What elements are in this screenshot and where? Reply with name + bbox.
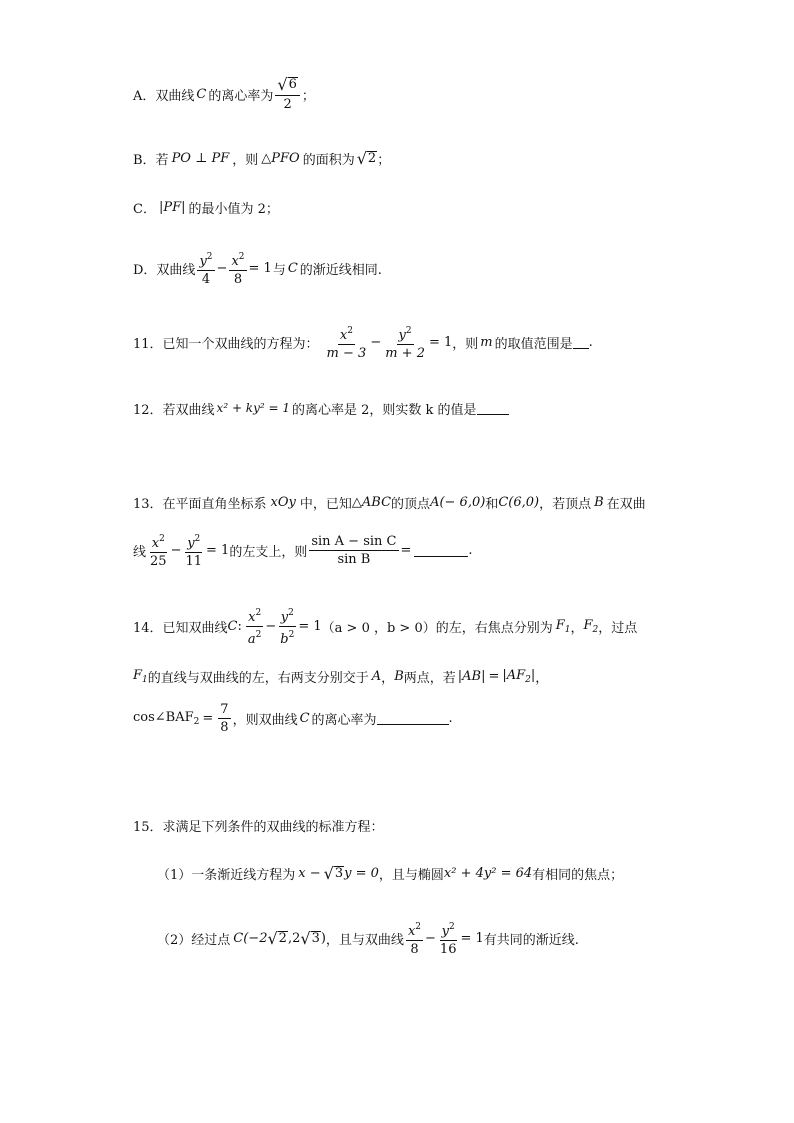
minus-sign: −	[265, 618, 277, 634]
num-x: x	[339, 327, 348, 343]
exp-2: 2	[206, 251, 213, 262]
part-2-label: （2）经过点	[157, 932, 231, 948]
fraction-y2-over-4	[197, 250, 214, 287]
option-b-comma: ，则	[232, 152, 259, 168]
part-1-end: 有相同的焦点；	[532, 867, 624, 883]
symbol-c: C	[287, 260, 298, 276]
point-c: C(6,0)	[498, 494, 540, 510]
fraction-x2-over-8: $\frac{x^2}{8}$	[407, 921, 422, 957]
den-11: 11	[185, 553, 203, 569]
sqrt-2: √ 2	[267, 928, 287, 948]
symbol-c: C	[227, 618, 238, 634]
question-12-label: 12．若双曲线	[133, 402, 215, 418]
answer-blank[interactable]	[377, 712, 449, 725]
option-c-text: 的最小值为 2；	[188, 201, 279, 217]
question-13-text: 的顶点	[391, 496, 431, 512]
den-m+2: m + 2	[385, 345, 425, 361]
minus-sign: −	[425, 930, 436, 946]
fraction-x2-over-a2: $\frac{x^2}{a^2}$	[247, 607, 262, 647]
question-14-label: 14．已知双曲线	[133, 620, 228, 636]
den-25: 25	[150, 553, 167, 569]
num-y: y	[187, 535, 195, 551]
question-14-line-3	[133, 696, 453, 740]
fraction-x2-over-8	[229, 250, 246, 287]
num-x: x	[248, 609, 256, 625]
question-13-end: .	[468, 542, 473, 558]
sine-numerator: sin A − sin C	[311, 533, 397, 549]
option-a-end: ；	[301, 88, 315, 104]
triangle-pfo: △PFO	[261, 150, 300, 166]
hyperbola-equation: x² + ky² = 1	[216, 401, 290, 415]
option-a-label: A．双曲线	[133, 88, 195, 104]
asymptote-equation-rest: y = 0	[344, 865, 379, 881]
question-11-then: ，则	[452, 336, 479, 352]
num-x: x	[151, 535, 160, 551]
fraction-x2-over-25: $\frac{x^2}{25}$	[150, 533, 167, 569]
abs-af2: $|AF_2|$	[502, 667, 536, 685]
den-m-3: m − 3	[326, 345, 367, 361]
minus-sign: −	[216, 260, 228, 276]
abs-pf: |PF|	[158, 199, 186, 215]
den-a: a	[247, 631, 256, 647]
question-11-label: 11．已知一个双曲线的方程为：	[133, 336, 319, 352]
den-4: 4	[201, 271, 211, 287]
question-15-label: 15．求满足下列条件的双曲线的标准方程：	[133, 819, 384, 835]
focus-f1: $F_1$	[555, 617, 571, 635]
answer-blank[interactable]	[477, 402, 509, 415]
sine-ratio-fraction	[309, 534, 398, 567]
question-13-text: 的左支上，则	[229, 544, 308, 560]
perpendicular-condition: PO ⊥ PF	[171, 150, 230, 166]
question-13-text: 和	[485, 496, 499, 512]
colon: :	[237, 618, 242, 634]
sqrt-2-value: 2	[367, 150, 377, 166]
fraction-y2-over-b2: $\frac{y^2}{b^2}$	[280, 607, 295, 647]
equals-one: = 1	[298, 618, 322, 634]
coordinate-system: xOy	[270, 494, 296, 510]
cos-angle: $\cos\angle BAF_2$	[133, 709, 200, 727]
num-y: y	[398, 327, 406, 343]
question-11-end: .	[588, 334, 593, 350]
part-1-text: ，且与椭圆	[378, 867, 444, 883]
sqrt-3: √ 3	[323, 863, 344, 883]
option-c	[133, 197, 279, 217]
den-8: 8	[220, 719, 229, 735]
point-b: B	[394, 668, 404, 684]
question-14-line-2	[133, 666, 548, 686]
question-14-text: 的直线与双曲线的左，右两支分别交于	[147, 670, 369, 686]
point-a: A(− 6,0)	[430, 494, 486, 510]
sqrt-2: √ 2	[356, 148, 377, 168]
ellipse-equation: x² + 4y² = 64	[443, 865, 533, 881]
equals-sign: =	[488, 668, 500, 684]
equals-one: = 1	[460, 930, 484, 946]
coordinate-separator: ,2	[287, 930, 301, 946]
minus-sign: −	[170, 542, 182, 558]
part-1-label: （1）一条渐近线方程为	[157, 867, 296, 883]
den-b: b	[280, 631, 289, 647]
part-2-end: 有共同的渐近线.	[483, 932, 579, 948]
exp-2b: 2	[238, 251, 245, 262]
question-14-end: .	[448, 710, 453, 726]
question-13-line-1	[133, 492, 646, 512]
option-a	[133, 72, 315, 116]
sqrt-6: 6	[288, 76, 297, 92]
comma: ，	[381, 670, 395, 686]
question-11	[133, 320, 593, 364]
question-15-part-2	[157, 916, 579, 960]
question-15-part-1	[157, 861, 623, 885]
parameter-condition: （a > 0 ，b > 0）	[321, 620, 436, 636]
question-13-line-2	[133, 528, 473, 572]
asymptote-equation: x −	[298, 865, 321, 881]
question-13-text: 线	[133, 544, 147, 560]
question-14-text: 的离心率为	[311, 712, 377, 728]
fraction-y2-over-11: $\frac{y^2}{11}$	[185, 533, 203, 569]
option-a-text: 的离心率为	[208, 88, 274, 104]
question-13-label: 13．在平面直角坐标系	[133, 496, 267, 512]
num-y: y	[280, 609, 289, 625]
symbol-m: m	[480, 334, 493, 350]
question-12-text: 的离心率是 2，则实数 k 的值是	[292, 402, 477, 418]
question-13-text: 中，已知	[299, 496, 352, 512]
option-c-label: C．	[133, 201, 156, 217]
answer-blank[interactable]	[414, 544, 468, 557]
question-13-text: ，若顶点	[539, 496, 592, 512]
option-b-text: 的面积为	[302, 152, 355, 168]
part-2-text: ，且与双曲线	[325, 932, 404, 948]
fraction-x2-over-m-3: $\frac{x^2}{m - 3}$	[326, 325, 367, 361]
equals-sign: =	[202, 710, 214, 726]
point-a: A	[371, 668, 382, 684]
eccentricity-fraction: √ 6 2	[275, 77, 299, 112]
comma: ，	[535, 670, 549, 686]
point-b: B	[594, 494, 604, 510]
focus-f2: $F_2$	[583, 617, 599, 635]
question-15	[133, 815, 384, 835]
triangle-abc: △ABC	[351, 494, 392, 510]
question-14-text: ，过点	[598, 620, 638, 636]
sqrt-3: √ 3	[300, 928, 320, 948]
num-x: x	[231, 253, 239, 269]
minus-sign: −	[370, 334, 382, 350]
question-14-line-1	[133, 604, 637, 648]
question-12	[133, 398, 509, 418]
close-paren: )	[320, 930, 326, 946]
question-14-text: 两点，若	[403, 670, 456, 686]
num-7: 7	[220, 701, 229, 717]
option-d-with: 与	[272, 262, 286, 278]
option-b	[133, 146, 390, 170]
equals-one: = 1	[206, 542, 230, 558]
equals-one: = 1	[428, 334, 453, 350]
question-14-text: 的左，右焦点分别为	[435, 620, 553, 636]
comma: ，	[570, 620, 584, 636]
fraction-7-over-8	[218, 702, 230, 735]
symbol-c: C	[299, 710, 310, 726]
focus-f1: $F_1$	[133, 667, 148, 685]
sine-denominator: sin B	[337, 551, 371, 567]
option-b-label: B．若	[133, 152, 169, 168]
den-8: 8	[233, 271, 243, 287]
question-13-text: 在双曲	[606, 496, 646, 512]
option-d	[133, 246, 382, 290]
answer-blank[interactable]	[573, 336, 589, 349]
abs-ab: |AB|	[457, 668, 486, 684]
equals-one: = 1	[248, 260, 272, 276]
point-c: C(−2	[233, 930, 268, 946]
option-d-text: 的渐近线相同.	[299, 262, 382, 278]
question-11-text: 的取值范围是	[494, 336, 573, 352]
option-b-end: ；	[377, 152, 391, 168]
symbol-c: C	[196, 86, 207, 102]
option-d-label: D．双曲线	[133, 262, 196, 278]
num-y: y	[199, 253, 207, 269]
fraction-y2-over-16: $\frac{y^2}{16}$	[439, 921, 457, 957]
denominator-2: 2	[283, 96, 292, 112]
fraction-y2-over-m+2: $\frac{y^2}{m + 2}$	[385, 325, 425, 361]
equals-sign: =	[400, 542, 412, 558]
question-14-text: ，则双曲线	[232, 712, 298, 728]
